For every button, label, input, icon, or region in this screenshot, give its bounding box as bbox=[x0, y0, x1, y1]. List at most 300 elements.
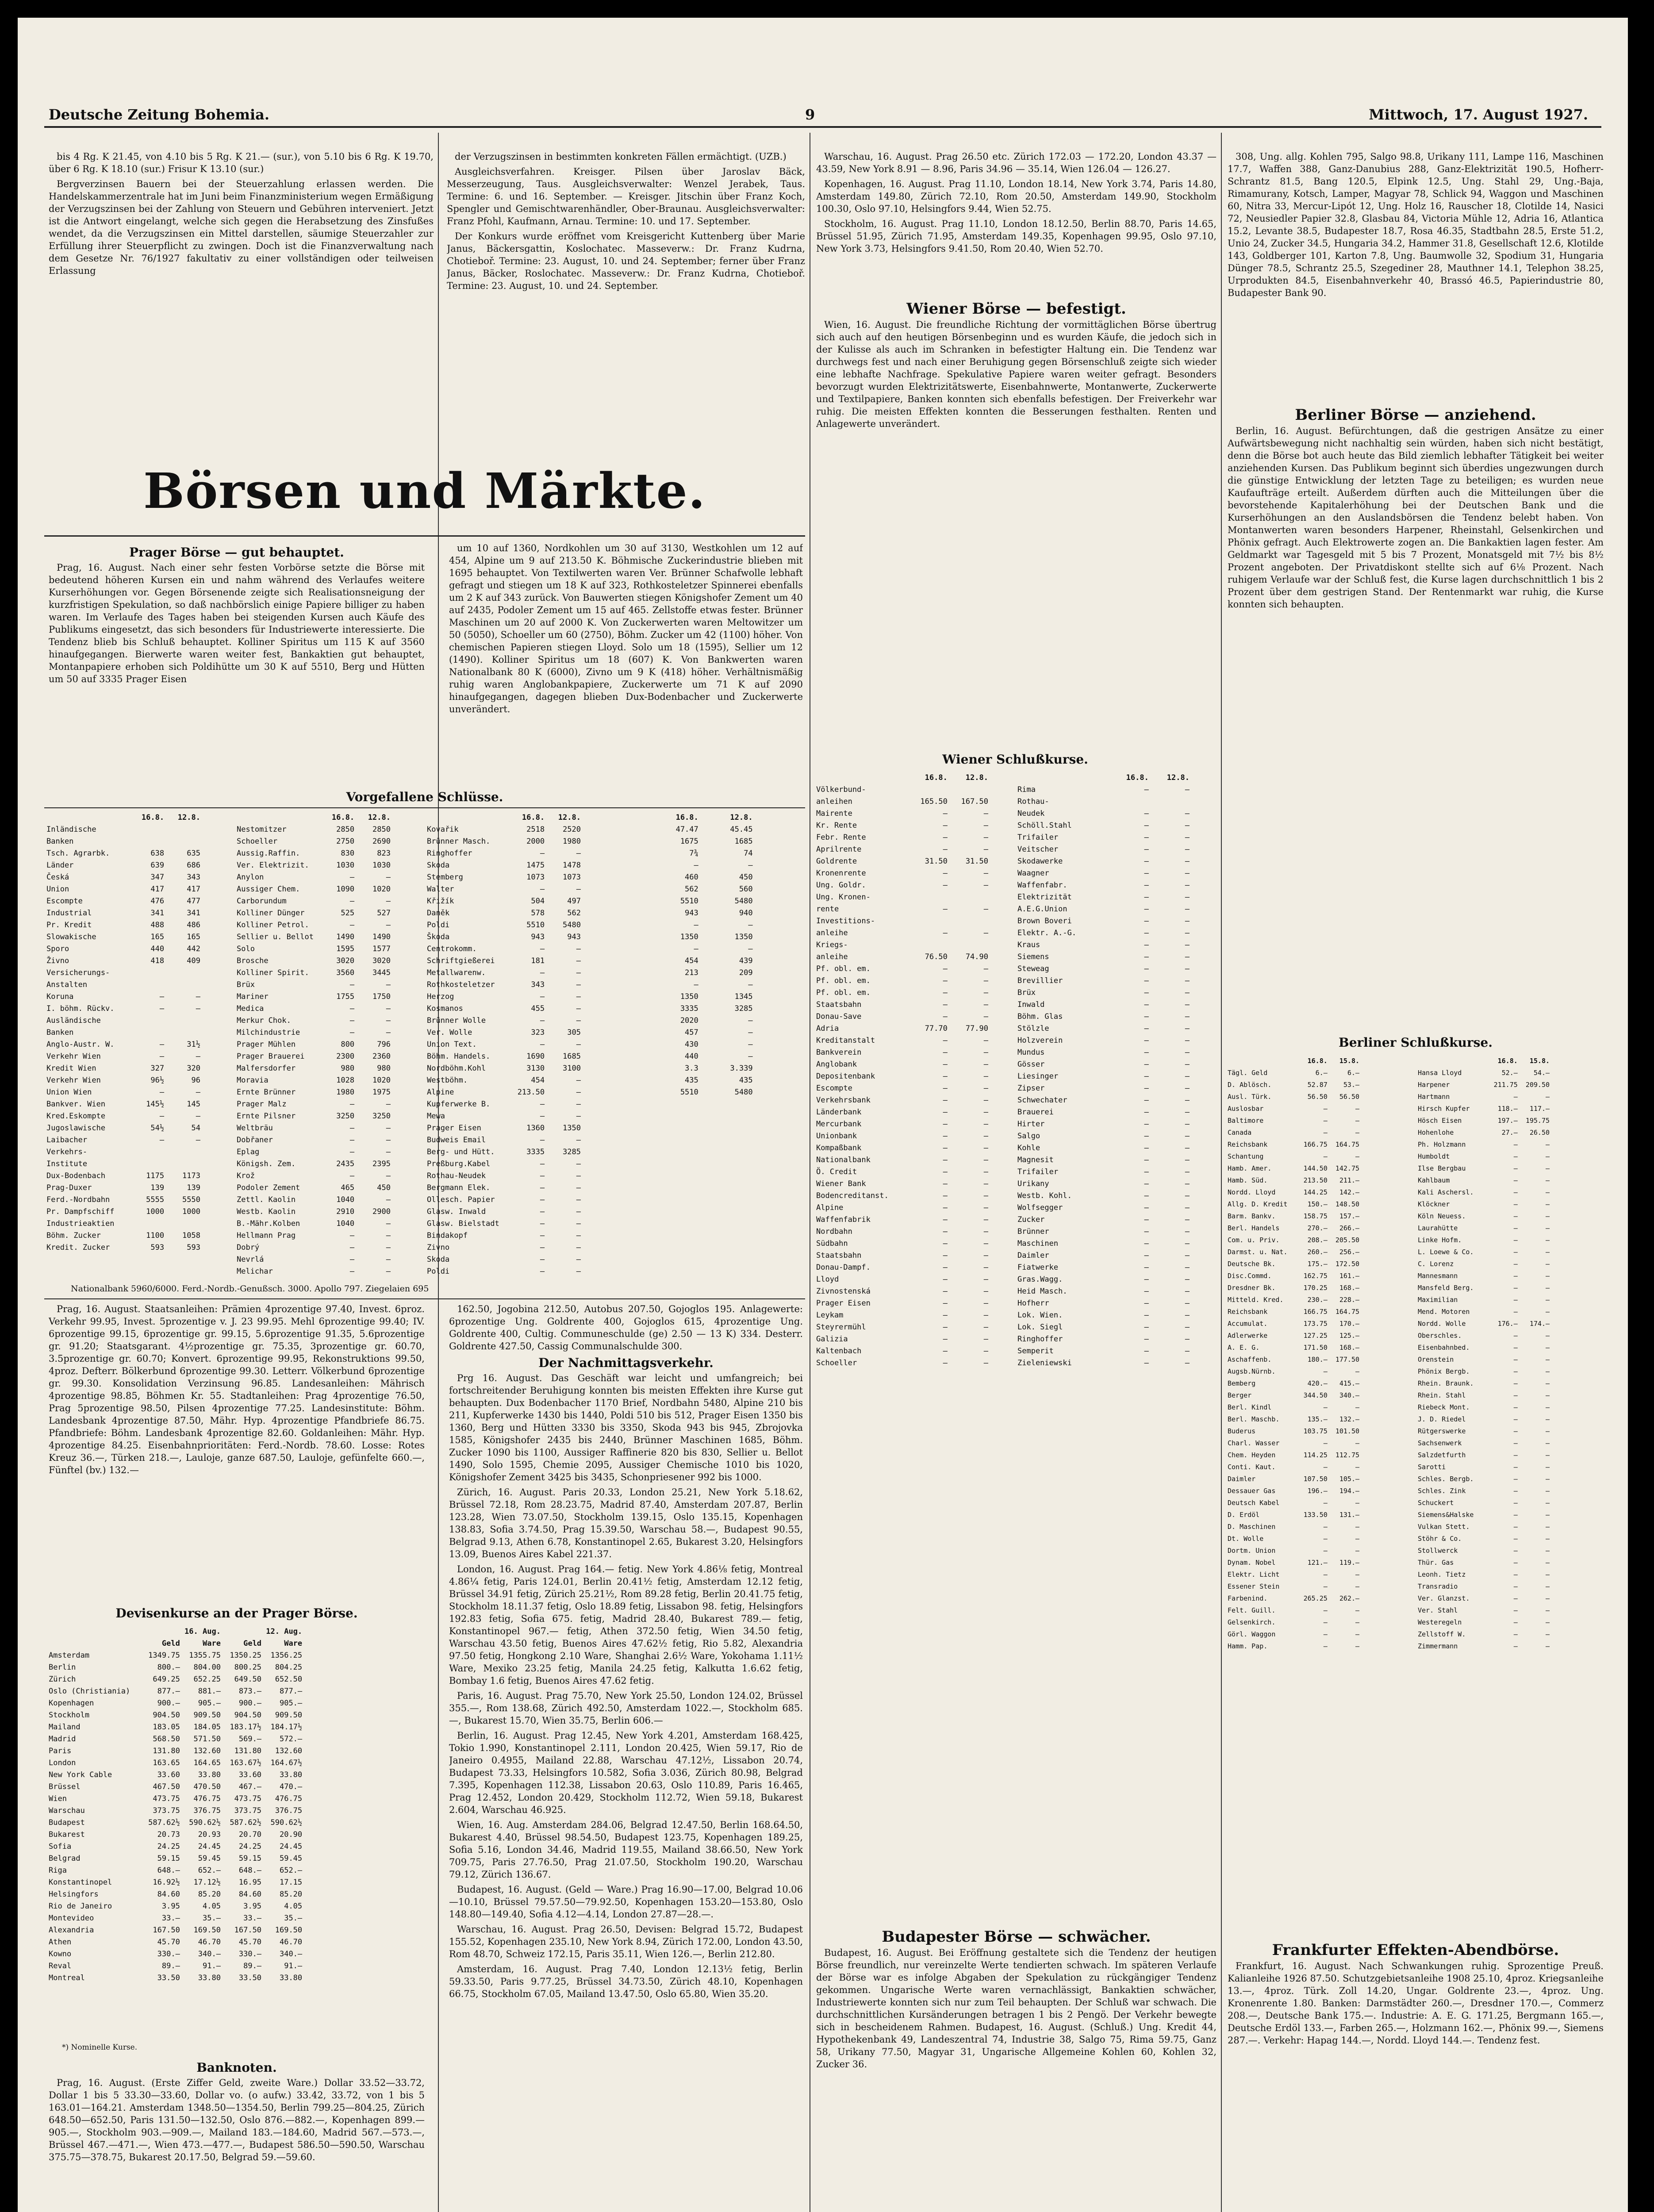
table-row: Kolliner Petrol. — — bbox=[237, 921, 391, 929]
table-row: Živno 418 409 bbox=[46, 956, 200, 965]
table-row: Preßburg.Kabel — — bbox=[427, 1160, 581, 1168]
table-row: Daněk 578 562 bbox=[427, 909, 581, 918]
table-row: Brevillier — — bbox=[1017, 976, 1190, 985]
table-row: Nevrlá — — bbox=[237, 1255, 391, 1264]
paragraph: Prag, 16. August. Staatsanleihen: Prämien 4prozentige 97.40, Invest. 6proz. Verkehr 99.95, Invest. 5prozentige v. J. 23 99.95. Mehl 6prozentige 99.40; IV. 6prozentige 99.15, 6prozentige gr. 99.15, 5.6prozentige 91.35, 5.6prozentige gr. 91.20; Staatsgarant. 4½prozentige gr. 75.35, 3prozentige gr. 60.70, 3.5prozentige gr. 60.70; Konvert. 6prozentige 99.95, Rekonstruktions 99.50, 4proz. Defterr. Bölkerbund 6prozentige 99.30. Letterr. Völkerbund 6prozentige gr. 99.30. Konsolidation Verzinsung 96.85. Landesanleihen: Mährisch 4prozentige 98.85, Böhmen Kr. 55. Stadtanleihen: Prag 4prozentige 76.50, Prag 5prozentige 98.50, Pilsen 4prozentige 77.25. Landesinstitute: Böhm. Landesbank 4prozentige 87.50, Mähr. Hyp. 4prozentige Pfandbriefe 86.75. Pfandbriefe: Böhm. Landesbank 4prozentige 82.60. Goldanleihen: Mähr. Hyp. 4prozentige 84.25. Eisenbahnprioritäten: Ferd.-Nordb. 78.60. Losse: Rotes Kreuz 36.—, Türken 218.—, Lauloje, ganze 687.50, Lauloje, gefünfelte 660.—, Fünftel (bv.) 132.— bbox=[49, 1304, 425, 1475]
devisen-table bbox=[49, 1626, 429, 2042]
table-row: Industrial 341 341 bbox=[46, 909, 200, 918]
paragraph: Paris, 16. August. Prag 75.70, New York 25.50, London 124.02, Brüssel 355.—, Rom 138.68, Zürich 492.50, Amsterdam 1022.—, Stockholm 685.—, Bukarest 15.70, Wien 35.75, Berlin 606.— bbox=[449, 1690, 803, 1726]
table-row: Dobřaner — — bbox=[237, 1136, 391, 1144]
table-row: Chem. Heyden 114.25 112.75 bbox=[1228, 1451, 1360, 1459]
table-row: Oslo (Christiania) 877.— 881.— 873.— 877.— bbox=[49, 1687, 303, 1696]
table-row: Aschaffenb. 180.— 177.50 bbox=[1228, 1356, 1360, 1363]
table-row: Weltbräu — — bbox=[237, 1124, 391, 1133]
table-row: Rhein. Stahl — — bbox=[1418, 1391, 1550, 1399]
table-row: Wolfsegger — — bbox=[1017, 1203, 1190, 1212]
wiener-article bbox=[816, 296, 1217, 748]
table-row: Verkehrs- bbox=[46, 1148, 200, 1156]
table-row: Česká 347 343 bbox=[46, 873, 200, 882]
table-row: Moravia 1028 1020 bbox=[237, 1076, 391, 1085]
table-row: Berlin 800.— 804.00 800.25 804.25 bbox=[49, 1663, 303, 1672]
table-row: Centrokomm. — — bbox=[427, 945, 581, 953]
table-row: A.E.G.Union — — bbox=[1017, 905, 1190, 914]
table-row: Königsh. Zem. 2435 2395 bbox=[237, 1160, 391, 1168]
table-row: Brüx — — bbox=[1017, 988, 1190, 997]
column-3-top bbox=[816, 150, 1217, 292]
table-row: Hamm. Pap. — — bbox=[1228, 1642, 1360, 1650]
table-row: 1675 1685 bbox=[626, 837, 753, 846]
table-row: 943 940 bbox=[626, 909, 753, 918]
table-row: Alpine 213.50 — bbox=[427, 1088, 581, 1097]
vorgefallene-table-a bbox=[46, 812, 232, 1254]
table-row: Stockholm 904.50 909.50 904.50 909.50 bbox=[49, 1711, 303, 1720]
table-row: Milchindustrie — — bbox=[237, 1028, 391, 1037]
table-row: Elektrizität — — bbox=[1017, 893, 1190, 902]
table-row: Westb. Kohl. — — bbox=[1017, 1191, 1190, 1200]
table-row: Harpener 211.75 209.50 bbox=[1418, 1081, 1550, 1089]
table-row: Herzog — — bbox=[427, 992, 581, 1001]
table-row: Staatsbahn — — bbox=[816, 1000, 988, 1009]
table-row: Podoler Zement 465 450 bbox=[237, 1183, 391, 1192]
table-row: 460 450 bbox=[626, 873, 753, 882]
table-row: Melichar — — bbox=[237, 1267, 391, 1276]
table-row: Institute bbox=[46, 1160, 200, 1168]
paragraph: 162.50, Jogobina 212.50, Autobus 207.50, Gojoglos 195. Anlagewerte: 6prozentige Ung. Goldrente 400, Gojoglos 615, 4prozentige Ung. Goldrente 400, Cultig. Communeschulde (ge) 2.50 — 13 K) 334. Desterr. Goldrente 427.50, Cassig Communalschulde 300. bbox=[449, 1304, 803, 1352]
prager-article-left bbox=[49, 542, 425, 790]
table-row: Anstalten bbox=[46, 980, 200, 989]
table-row: Kolliner Spirit. 3560 3445 bbox=[237, 968, 391, 977]
table-row: Glasw. Inwald — — bbox=[427, 1207, 581, 1216]
table-row: Anylon — — bbox=[237, 873, 391, 882]
table-row: Staatsbahn — — bbox=[816, 1251, 988, 1260]
table-row: Humboldt — — bbox=[1418, 1152, 1550, 1160]
paragraph: 308, Ung. allg. Kohlen 795, Salgo 98.8, Urikany 111, Lampe 116, Maschinen 17.7, Waffen 388, Ganz-Danubius 288, Ganz-Elektrizität 190.5, Hofherr-Schrantz 81.5, Bang 120.5, Elpink 12.5, Ung. Stahl 29, Ung.-Baja, Rimamurany, Kotsch, Lamper, Magyar 78, Schlick 94, Waggon und Maschinen 60, Nitra 33, Mercur-Lipót 12, Ung. Holz 16, Rauscher 18, Clotilde 14, Nasici 72, Neusiedler Papier 32.8, Glasbau 84, Victoria Mühle 12, Adria 16, Atlantica 15.2, Levante 38.5, Budapester 18.7, Rosa 46.35, Stadtbahn 28.5, Erste 51.2, Unio 24, Zucker 34.5, Hungaria 34.2, Hammer 31.8, Gesellschaft 12.6, Klotilde 143, Goldberger 101, Karton 7.8, Ung. Baumwolle 32, Spodium 31, Hungaria Dünger 78.5, Schrantz 25.5, Szegediner 28, Mauthner 14.1, Telephon 38.25, Urprodukten 84.5, Eisenbahnverkehr 40, Brassó 46.5, Papierindustrie 80, Budapester Bank 90. bbox=[1228, 151, 1604, 298]
table-row: Brauerei — — bbox=[1017, 1108, 1190, 1117]
table-row: Reichsbank 166.75 164.75 bbox=[1228, 1141, 1360, 1148]
table-row: Kompaßbank — — bbox=[816, 1144, 988, 1152]
table-row: Donau-Dampf. — — bbox=[816, 1263, 988, 1272]
table-row: Kali Aschersl. — — bbox=[1418, 1188, 1550, 1196]
table-row: Orenstein — — bbox=[1418, 1356, 1550, 1363]
table-row: Zivno — — bbox=[427, 1243, 581, 1252]
table-row: Montreal 33.50 33.80 33.50 33.80 bbox=[49, 1974, 303, 1982]
table-row: Eisenbahnbed. — — bbox=[1418, 1344, 1550, 1352]
table-row: Klöckner — — bbox=[1418, 1200, 1550, 1208]
table-row: Siemens — — bbox=[1017, 952, 1190, 961]
table-row: Madrid 568.50 571.50 569.— 572.— bbox=[49, 1735, 303, 1743]
paragraph: Ausgleichsverfahren. Kreisger. Pilsen über Jaroslav Bäck, Messerzeugung, Taus. Ausgleichsverwalter: Wenzel Jerabek, Taus. Termine: 6. und 16. September. — Kreisger. Jitschin über Franz Koch, Spengler und Gemischtwarenhändler, Ober-Braunau. Ausgleichsverwalter: Franz Pfohl, Kaufmann, Arnau. Termine: 10. und 17. September. bbox=[447, 166, 805, 227]
table-row: Inwald — — bbox=[1017, 1000, 1190, 1009]
table-row: Augsb.Nürnb. — — bbox=[1228, 1367, 1360, 1375]
table-row: Phönix Bergb. — — bbox=[1418, 1367, 1550, 1375]
table-row: Schriftgießerei 181 — bbox=[427, 956, 581, 965]
table-row: Hirsch Kupfer 118.— 117.— bbox=[1418, 1105, 1550, 1113]
vorgefallene-footer: Nationalbank 5960/6000. Ferd.-Nordb.-Genußsch. 3000. Apollo 797. Ziegelaien 695 bbox=[71, 1284, 429, 1294]
table-row: Schuckert — — bbox=[1418, 1499, 1550, 1507]
table-row: Jugoslawische 54½ 54 bbox=[46, 1124, 200, 1133]
table-row: Alpine — — bbox=[816, 1203, 988, 1212]
vorgefallene-table-b bbox=[237, 812, 422, 1281]
wiener-heading: Wiener Börse — befestigt. bbox=[906, 300, 1126, 318]
table-row: Riga 648.— 652.— 648.— 652.— bbox=[49, 1866, 303, 1875]
table-row: Köln Neuess. — — bbox=[1418, 1212, 1550, 1220]
table-row: Brüssel 467.50 470.50 467.— 470.— bbox=[49, 1782, 303, 1791]
table-row: Gras.Wagg. — — bbox=[1017, 1275, 1190, 1284]
table-row: Schoeller 2750 2690 bbox=[237, 837, 391, 846]
table-row: Kredit. Zucker 593 593 bbox=[46, 1243, 200, 1252]
table-row: Kopenhagen 900.— 905.— 900.— 905.— bbox=[49, 1699, 303, 1708]
table-row: Dessauer Gas 196.— 194.— bbox=[1228, 1487, 1360, 1495]
table-row: Com. u. Priv. 208.— 205.50 bbox=[1228, 1236, 1360, 1244]
table-row: Kaltenbach — — bbox=[816, 1347, 988, 1356]
newspaper-page bbox=[18, 18, 1628, 2212]
table-row: Tägl. Geld 6.— 6.— bbox=[1228, 1069, 1360, 1077]
table-row: Konstantinopel 16.92½ 17.12½ 16.95 17.15 bbox=[49, 1878, 303, 1887]
table-row: Verkehrsbank — — bbox=[816, 1096, 988, 1105]
table-header: 16.8. 12.8. bbox=[237, 813, 391, 822]
table-row: Pr. Dampfschiff 1000 1000 bbox=[46, 1207, 200, 1216]
table-row: Mairente — — bbox=[816, 809, 988, 818]
table-row: Conti. Kaut. — — bbox=[1228, 1463, 1360, 1471]
devisen-title: Devisenkurse an der Prager Börse. bbox=[115, 1606, 358, 1621]
table-row: Berl. Kindl — — bbox=[1228, 1403, 1360, 1411]
table-row: Budapest 587.62½ 590.62½ 587.62½ 590.62½ bbox=[49, 1818, 303, 1827]
table-row: Pf. obl. em. — — bbox=[816, 964, 988, 973]
table-row: 2020 — bbox=[626, 1016, 753, 1025]
table-row: Union 417 417 bbox=[46, 885, 200, 894]
column-2-lower bbox=[449, 1303, 803, 2212]
table-row: 454 439 bbox=[626, 956, 753, 965]
table-row: Ringhoffer — — bbox=[427, 849, 581, 858]
berliner-heading: Berliner Börse — anziehend. bbox=[1295, 406, 1536, 424]
table-row: Zucker — — bbox=[1017, 1215, 1190, 1224]
table-row: Škoda 943 943 bbox=[427, 933, 581, 941]
table-row: Nordd. Wolle 176.— 174.— bbox=[1418, 1320, 1550, 1328]
table-row: Kred.Eskompte — — bbox=[46, 1112, 200, 1121]
table-row: Brosche 3020 3020 bbox=[237, 956, 391, 965]
table-row: Linke Hofm. — — bbox=[1418, 1236, 1550, 1244]
table-row: Koruna — — bbox=[46, 992, 200, 1001]
table-row: L. Loewe & Co. — — bbox=[1418, 1248, 1550, 1256]
paragraph: Warschau, 16. August. Prag 26.50, Devisen: Belgrad 15.72, Budapest 155.52, Kopenhagen 235.10, New York 8.94, Zürich 172.00, London 43.50, Rom 48.70, Schweiz 172.15, Paris 35.11, Wien 126.—, Berlin 212.80. bbox=[449, 1924, 803, 1959]
paragraph: Zürich, 16. August. Paris 20.33, London 25.21, New York 5.18.62, Brüssel 72.18, Rom 28.23.75, Madrid 87.40, Amsterdam 207.87, Berlin 123.28, Wien 73.07.50, Stockholm 139.15, Oslo 135.15, Kopenhagen 138.83, Sofia 3.74.50, Prag 15.39.50, Warschau 58.—, Budapest 90.55, Belgrad 9.13, Athen 6.78, Konstantinopel 2.65, Bukarest 3.20, Helsingfors 13.09, Buenos Aires Kabel 221.37. bbox=[449, 1487, 803, 1559]
column-4-top bbox=[1228, 150, 1604, 398]
table-row: Steyrermühl — — bbox=[816, 1323, 988, 1332]
table-row: Investitions- bbox=[816, 917, 988, 926]
table-row: A. E. G. 171.50 168.— bbox=[1228, 1344, 1360, 1352]
table-row: Budweis Email — — bbox=[427, 1136, 581, 1144]
table-row: 47.47 45.45 bbox=[626, 825, 753, 834]
table-row: Wiener Bank — — bbox=[816, 1179, 988, 1188]
table-row: Dynam. Nobel 121.— 119.— bbox=[1228, 1559, 1360, 1567]
table-header: 16.8. 12.8. bbox=[427, 813, 581, 822]
table-header: 16.8. 12.8. bbox=[626, 813, 753, 822]
table-row: Alexandria 167.50 169.50 167.50 169.50 bbox=[49, 1926, 303, 1935]
paragraph: Der Konkurs wurde eröffnet vom Kreisgericht Kuttenberg über Marie Janus, Bäckersgattin, Koslochatec. Masseverw.: Dr. Franz Kudrna, Chotieboř. Termine: 23. August, 10. und 24. September; ferner über Franz Janus, Bäcker, Roslochatec. Masseverw.: Dr. Franz Kudrna, Chotieboř. Termine: 23. August, 10. und 24. September. bbox=[447, 231, 805, 291]
table-row: Malfersdorfer 980 980 bbox=[237, 1064, 391, 1073]
table-row: Ernte Pilsner 3250 3250 bbox=[237, 1112, 391, 1121]
table-row: Reichsbank 166.75 164.75 bbox=[1228, 1308, 1360, 1316]
table-row: 435 435 bbox=[626, 1076, 753, 1085]
table-header: 16.8. 12.8. bbox=[46, 813, 200, 822]
table-row: Bemberg 420.— 415.— bbox=[1228, 1379, 1360, 1387]
table-row: Montevideo 33.— 35.— 33.— 35.— bbox=[49, 1914, 303, 1923]
table-row: Brünner Wolle — — bbox=[427, 1016, 581, 1025]
table-row: Mariner 1755 1750 bbox=[237, 992, 391, 1001]
table-row: Deutsche Bk. 175.— 172.50 bbox=[1228, 1260, 1360, 1268]
table-row: Rothkosteletzer 343 — bbox=[427, 980, 581, 989]
table-row: Aprilrente — — bbox=[816, 845, 988, 854]
table-row: B.-Mähr.Kolben 1040 — bbox=[237, 1219, 391, 1228]
table-row: Canada — — bbox=[1228, 1129, 1360, 1137]
table-row: Deutsch Kabel — — bbox=[1228, 1499, 1360, 1507]
table-row: Maschinen — — bbox=[1017, 1239, 1190, 1248]
title-rule bbox=[44, 535, 805, 537]
table-row: 457 — bbox=[626, 1028, 753, 1037]
table-header: 16. Aug. 12. Aug. bbox=[49, 1627, 303, 1636]
table-row: Verkehr Wien 96½ 96 bbox=[46, 1076, 200, 1085]
table-row: Kredit Wien 327 320 bbox=[46, 1064, 200, 1073]
table-row: Leykam — — bbox=[816, 1311, 988, 1320]
table-row: Neudek — — bbox=[1017, 809, 1190, 818]
table-row: Lok. Wien. — — bbox=[1017, 1311, 1190, 1320]
column-2-top bbox=[447, 150, 805, 398]
table-row: Ferd.-Nordbahn 5555 5550 bbox=[46, 1195, 200, 1204]
table-row: Ringhoffer — — bbox=[1017, 1335, 1190, 1344]
wiener-schluss-title: Wiener Schlußkurse. bbox=[942, 752, 1088, 767]
table-row: Rhein. Braunk. — — bbox=[1418, 1379, 1550, 1387]
nachmittag-title: Der Nachmittagsverkehr. bbox=[538, 1356, 714, 1370]
table-row: Fiatwerke — — bbox=[1017, 1263, 1190, 1272]
table-row: Siemens&Halske — — bbox=[1418, 1511, 1550, 1519]
table-row: Carborundum — — bbox=[237, 897, 391, 906]
table-row: Heid Masch. — — bbox=[1017, 1287, 1190, 1296]
table-row: Zivnostenská — — bbox=[816, 1287, 988, 1296]
table-row: Trifailer — — bbox=[1017, 833, 1190, 842]
table-row: Amsterdam 1349.75 1355.75 1350.25 1356.25 bbox=[49, 1651, 303, 1660]
table-row: Schles. Zink — — bbox=[1418, 1487, 1550, 1495]
paragraph: Amsterdam, 16. August. Prag 7.40, London 12.13½ fetig, Berlin 59.33.50, Paris 9.77.25, Brüssel 34.73.50, Zürich 48.10, Kopenhagen 66.75, Stockholm 67.05, Mailand 13.47.50, Oslo 65.80, Wien 35.20. bbox=[449, 1964, 803, 1999]
table-row: Schoeller — — bbox=[816, 1359, 988, 1367]
table-row: Sofia 24.25 24.45 24.25 24.45 bbox=[49, 1842, 303, 1851]
table-row: Bankverein — — bbox=[816, 1048, 988, 1057]
table-row: anleihe — — bbox=[816, 929, 988, 937]
table-row: Galizia — — bbox=[816, 1335, 988, 1344]
paragraph: der Verzugszinsen in bestimmten konkreten Fällen ermächtigt. (UZB.) bbox=[455, 151, 787, 162]
table-row: Urikany — — bbox=[1017, 1179, 1190, 1188]
table-row: Steweag — — bbox=[1017, 964, 1190, 973]
paragraph: Berlin, 16. August. Prag 12.45, New York 4.201, Amsterdam 168.425, Tokio 1.990, Konstantinopel 2.111, London 20.425, Wien 59.17, Rio de Janeiro 0.4955, Mailand 22.88, Warschau 47.12½, Lissabon 20.74, Budapest 73.33, Helsingfors 10.582, Sofia 3.036, Zürich 80.98, Belgrad 7.395, Kopenhagen 112.38, Lissabon 20.63, Oslo 110.89, Paris 16.465, Prag 12.452, London 20.429, Stockholm 112.72, Wien 59.18, Bukarest 2.604, Warschau 46.925. bbox=[449, 1730, 803, 1815]
table-row: Brown Boveri — — bbox=[1017, 917, 1190, 926]
table-row: Mend. Motoren — — bbox=[1418, 1308, 1550, 1316]
table-row: rente — — bbox=[816, 905, 988, 914]
table-row: Glasw. Bielstadt — — bbox=[427, 1219, 581, 1228]
table-row: Ilse Bergbau — — bbox=[1418, 1164, 1550, 1172]
paragraph: um 10 auf 1360, Nordkohlen um 30 auf 3130, Westkohlen um 12 auf 454, Alpine um 9 auf 213.50 K. Böhmische Zuckerindustrie blieben mit 1695 behauptet. Von Textilwerten waren Ver. Brünner Schafwolle lebhaft gefragt und stiegen um 18 K auf 323, Rothkosteletzer Spinnerei ebenfalls um 2 K auf 343 zurück. Von Bauwerten stiegen Königshofer Zement um 40 auf 2435, Podoler Zement um 15 auf 465. Zellstoffe etwas fester. Brünner Maschinen um 20 auf 2000 K. Von Zuckerwerten waren Meltowitzer um 50 (5050), Schoeller um 60 (2750), Böhm. Zucker um 42 (1100) höher. Von chemischen Papieren stiegen Lloyd. Solo um 18 (1595), Sellier um 12 (1490). Kolliner Spiritus um 18 (607) K. Von Bankwerten waren Nationalbank 80 K (6000), Zivno um 9 K (418) höher. Verhältnismäßig ruhig waren Anglobankpapiere, Zuckerwerte um 71 K auf 2090 hinaufgegangen, dagegen blieben Dux-Bodenbacher und Zuckerwerte unverändert. bbox=[449, 543, 803, 714]
paragraph: Kopenhagen, 16. August. Prag 11.10, London 18.14, New York 3.74, Paris 14.80, Amsterdam 149.80, Zürich 72.10, Rom 20.50, Amsterdam 149.90, Stockholm 100.30, Oslo 97.10, Helsingfors 9.44, Wien 52.75. bbox=[816, 179, 1217, 214]
table-row: 3335 3285 bbox=[626, 1004, 753, 1013]
table-row: Hellmann Prag — — bbox=[237, 1231, 391, 1240]
table-row: Prager Eisen — — bbox=[816, 1299, 988, 1308]
table-row: Dt. Wolle — — bbox=[1228, 1535, 1360, 1543]
table-row: Transradio — — bbox=[1418, 1582, 1550, 1590]
paragraph: London, 16. August. Prag 164.— fetig. New York 4.86⅛ fetig, Montreal 4.86¼ fetig, Paris 124.01, Berlin 20.41½ fetig, Amsterdam 12.12 fetig, Brüssel 34.91 fetig, Zürich 25.21½, Rom 89.28 fetig, Berlin 20.41.75 fetig, Stockholm 18.11.37 fetig, Oslo 18.89 fetig, Lissabon 98. fetig, Helsingfors 192.83 fetig, Sofia 675. fetig, Madrid 28.40, Bukarest 789.— fetig, Konstantinopel 967.— fetig, Athen 372.50 fetig, Wien 34.50 fetig, Warschau 43.50 fetig, Buenos Aires 47.62½ fetig, Rio 5.82, Alexandria 97.50 fetig, Hongkong 2.10 Ware, Shanghai 2.6½ Ware, Yokohama 1.11½ Ware, Mexiko 23.25 fetig, Manila 24.25 fetig, Kalkutta 1.6.62 fetig, Bombay 1.6 fetig, Buenos Aires 47.62 fetig. bbox=[449, 1564, 803, 1686]
paragraph: Budapest, 16. August. Bei Eröffnung gestaltete sich die Tendenz der heutigen Börse freundlich, nur vereinzelte Werte tendierten schwach. Im späteren Verlaufe der Börse war es infolge Abgaben der Spekulation zu rückgängiger Tendenz gekommen. Ungarische Werte waren vernachlässigt, Bankaktien schwächer, Industriewerte konnten sich nur zum Teil behaupten. Der Schluß war schwach. Die durchschnittlichen Kursänderungen betragen 1 bis 2 Pengö. Der Verkehr bewegte sich in bescheidenem Rahmen. Budapest, 16. August. (Schluß.) Ung. Kredit 44, Hypothekenbank 49, Landeszentral 74, Industrie 38, Salgo 75, Rima 59.75, Ganz 58, Urikany 77.50, Magyar 31, Ungarische Allgemeine Kohlen 60, Kohlen 32, Zucker 36. bbox=[816, 1947, 1217, 2070]
table-row: Dortm. Union — — bbox=[1228, 1547, 1360, 1555]
table-row: Sachsenwerk — — bbox=[1418, 1439, 1550, 1447]
table-row: Waffenfabrik — — bbox=[816, 1215, 988, 1224]
table-row: Mannesmann — — bbox=[1418, 1272, 1550, 1280]
table-row: 5510 5480 bbox=[626, 897, 753, 906]
berliner-article bbox=[1228, 403, 1604, 1035]
table-row: Rütgerswerke — — bbox=[1418, 1427, 1550, 1435]
table-row: Banken bbox=[46, 837, 200, 846]
table-row: Brüx — — bbox=[237, 980, 391, 989]
table-row: Prag-Duxer 139 139 bbox=[46, 1183, 200, 1192]
table-row: Schwechater — — bbox=[1017, 1096, 1190, 1105]
table-row: Ver. Elektrizit. 1030 1030 bbox=[237, 861, 391, 870]
header-left: Deutsche Zeitung Bohemia. bbox=[49, 106, 270, 123]
table-row: Pr. Kredit 488 486 bbox=[46, 921, 200, 929]
table-row: Walter — — bbox=[427, 885, 581, 894]
table-row: 3.3 3.339 bbox=[626, 1064, 753, 1073]
berliner-schluss-title: Berliner Schlußkurse. bbox=[1339, 1035, 1493, 1050]
paragraph: Prg 16. August. Das Geschäft war leicht und umfangreich; bei fortschreitender Beruhigung konnten bis meisten Effekten ihre Kurse gut behaupten. Dux Bodenbacher 1170 Brief, Nordbahn 5480, Alpine 210 bis 211, Kupferwerke 1430 bis 1440, Poldi 510 bis 512, Prager Eisen 1350 bis 1360, Berg und Hütten 3330 bis 3350, Skoda 943 bis 945, Zbrojovka 1585, Königshofer 2435 bis 2440, Brünner Maschinen 1685, Böhm. Zucker 1090 bis 1100, Aussiger Raffinerie 820 bis 830, Sellier u. Bellot 1490, Solo 1595, Chemie 2095, Aussiger Chemische 1010 bis 1020, Königshofer Zement 3425 bis 3435, Schonpriesener 992 bis 1000. bbox=[449, 1373, 803, 1482]
table-row: Hamb. Amer. 144.50 142.75 bbox=[1228, 1164, 1360, 1172]
table-row: Essener Stein — — bbox=[1228, 1582, 1360, 1590]
table-row: London 163.65 164.65 163.67½ 164.67½ bbox=[49, 1759, 303, 1767]
table-row: Farbenind. 265.25 262.— bbox=[1228, 1594, 1360, 1602]
table-row: Böhm. Glas — — bbox=[1017, 1012, 1190, 1021]
staatsanleihen-article bbox=[49, 1303, 425, 1595]
table-header: 16.8. 15.8. bbox=[1228, 1057, 1360, 1065]
table-row: Ph. Holzmann — — bbox=[1418, 1141, 1550, 1148]
paragraph: Bergverzinsen Bauern bei der Steuerzahlung erlassen werden. Die Handelskammerzentrale hat im Juni beim Finanzministerium wegen Ermäßigung der Verzugszinsen bei der Zahlung von Steuern und Gebühren interveniert. Jetzt ist die Antwort eingelangt, welche sich gegen die Herabsetzung des Zinsfußes wendet, da die Verzugszinsen ein Mittel darstellen, säumige Steuerzahler zur Erfüllung ihrer Steuerpflicht zu zwingen. Doch ist die Finanzverwaltung nach dem Gesetze Nr. 76/1927 fakultativ zu einer vollständigen oder teilweisen Erlassung bbox=[49, 179, 434, 276]
table-row: Aussiger Chem. 1090 1020 bbox=[237, 885, 391, 894]
table-row: Nationalbank — — bbox=[816, 1156, 988, 1164]
table-row: Westböhm. 454 — bbox=[427, 1076, 581, 1085]
table-row: New York Cable 33.60 33.80 33.60 33.80 bbox=[49, 1770, 303, 1779]
table-row: Medica — — bbox=[237, 1004, 391, 1013]
table-row: C. Lorenz — — bbox=[1418, 1260, 1550, 1268]
paragraph: Budapest, 16. August. (Geld — Ware.) Prag 16.90—17.00, Belgrad 10.06—10.10, Brüssel 79.57.50—79.92.50, Kopenhagen 153.20—153.80, Oslo 148.80—149.40, Sofia 4.12—4.14, London 27.87—28.—. bbox=[449, 1884, 803, 1920]
table-row: Poldi 5510 5480 bbox=[427, 921, 581, 929]
table-row: Rio de Janeiro 3.95 4.05 3.95 4.05 bbox=[49, 1902, 303, 1911]
table-row: D. Erdöl 133.50 131.— bbox=[1228, 1511, 1360, 1519]
table-row: 430 — bbox=[626, 1040, 753, 1049]
table-row: Skoda 1475 1478 bbox=[427, 861, 581, 870]
table-row: Kraus — — bbox=[1017, 941, 1190, 949]
table-row: Brünner Masch. 2000 1980 bbox=[427, 837, 581, 846]
table-row: 562 560 bbox=[626, 885, 753, 894]
table-row: Baltimore — — bbox=[1228, 1117, 1360, 1125]
table-row: Allg. D. Kredit 150.— 148.50 bbox=[1228, 1200, 1360, 1208]
banknoten-article bbox=[49, 2057, 425, 2208]
prager-article-right bbox=[449, 542, 803, 790]
table-row: Laurahütte — — bbox=[1418, 1224, 1550, 1232]
table-row: Sellier u. Bellot 1490 1490 bbox=[237, 933, 391, 941]
table-row: Anglo-Austr. W. — 31½ bbox=[46, 1040, 200, 1049]
table-row: Bodencreditanst. — — bbox=[816, 1191, 988, 1200]
table-row: Slowakische 165 165 bbox=[46, 933, 200, 941]
table-row: Reval 89.— 91.— 89.— 91.— bbox=[49, 1962, 303, 1970]
table-row: Kreditanstalt — — bbox=[816, 1036, 988, 1045]
table-row: Aussig.Raffin. 830 823 bbox=[237, 849, 391, 858]
table-row: Stölzle — — bbox=[1017, 1024, 1190, 1033]
table-row: Böhm. Zucker 1100 1058 bbox=[46, 1231, 200, 1240]
paragraph: Wien, 16. Aug. Amsterdam 284.06, Belgrad 12.47.50, Berlin 168.64.50, Bukarest 4.40, Brüssel 98.54.50, Budapest 123.75, Kopenhagen 189.25, Sofia 5.16, London 34.46, Madrid 119.55, Mailand 38.66.50, New York 709.75, Paris 27.76.50, Prag 21.07.50, Stockholm 190.20, Warschau 79.12, Zürich 136.67. bbox=[449, 1820, 803, 1880]
table-row: 213 209 bbox=[626, 968, 753, 977]
table-row: Westb. Kaolin 2910 2900 bbox=[237, 1207, 391, 1216]
table-row: Mundus — — bbox=[1017, 1048, 1190, 1057]
table-row: Solo 1595 1577 bbox=[237, 945, 391, 953]
table-row: Ver. Stahl — — bbox=[1418, 1606, 1550, 1614]
table-row: Veitscher — — bbox=[1017, 845, 1190, 854]
table-row: Holzverein — — bbox=[1017, 1036, 1190, 1045]
table-row: Zieleniewski — — bbox=[1017, 1359, 1190, 1367]
table-row: Mewa — — bbox=[427, 1112, 581, 1121]
table-row: Prager Eisen 1360 1350 bbox=[427, 1124, 581, 1133]
table-row: Barm. Bankv. 158.75 157.— bbox=[1228, 1212, 1360, 1220]
column-1-top bbox=[49, 150, 434, 460]
table-row: Gelsenkirch. — — bbox=[1228, 1618, 1360, 1626]
budapester-heading: Budapester Börse — schwächer. bbox=[882, 1928, 1151, 1946]
table-row: Görl. Waggon — — bbox=[1228, 1630, 1360, 1638]
table-row: Bindakopf — — bbox=[427, 1231, 581, 1240]
table-row: Ausl. Türk. 56.50 56.50 bbox=[1228, 1093, 1360, 1101]
table-row: Anglobank — — bbox=[816, 1060, 988, 1069]
table-row: Dux-Bodenbach 1175 1173 bbox=[46, 1171, 200, 1180]
table-row: Adlerwerke 127.25 125.— bbox=[1228, 1332, 1360, 1340]
table-row: Stemberg 1073 1073 bbox=[427, 873, 581, 882]
table-row: Darmst. u. Nat. 260.— 256.— bbox=[1228, 1248, 1360, 1256]
table-row: Lloyd — — bbox=[816, 1275, 988, 1284]
table-header: 16.8. 12.8. bbox=[1017, 773, 1190, 782]
table-row: Felt. Guill. — — bbox=[1228, 1606, 1360, 1614]
paragraph: Stockholm, 16. August. Prag 11.10, London 18.12.50, Berlin 88.70, Paris 14.65, Brüssel 51.95, Zürich 71.95, Amsterdam 149.35, Kopenhagen 99.95, Oslo 97.10, New York 3.73, Helsingfors 9.41.50, Rom 20.40, Wien 52.70. bbox=[816, 219, 1217, 254]
vorgefallene-title: Vorgefallene Schlüsse. bbox=[346, 790, 503, 804]
table-row: 440 — bbox=[626, 1052, 753, 1061]
table-row: Salgo — — bbox=[1017, 1132, 1190, 1141]
frankfurter-article bbox=[1228, 1938, 1604, 2212]
table-row: Laibacher — — bbox=[46, 1136, 200, 1144]
paragraph: Wien, 16. August. Die freundliche Richtung der vormittäglichen Börse übertrug sich auch auf den heutigen Börsenbeginn und es wurden Käufe, die jedoch sich in der Kulisse als auch im Schranken in befestigter Haltung ein. Die Tendenz war durchwegs fest und nach einer Beruhigung gegen Börsenschluß zeigte sich wieder eine lebhafte Nachfrage. Spekulative Papiere waren weiter gefragt. Besonders bevorzugt wurden Elektrizitätswerte, Eisenbahnwerte, Montanwerte, Zuckerwerte und Textilpapiere, Banken konnten sich ebenfalls befestigen. Der Freiverkehr war ruhig. Die meisten Effekten konnten die Besserungen festhalten. Renten und Anlagewerte unverändert. bbox=[816, 319, 1217, 429]
vorgefallene-table-c bbox=[427, 812, 622, 1281]
table-rule bbox=[44, 807, 805, 808]
table-row: — — bbox=[626, 945, 753, 953]
table-row: Stöhr & Co. — — bbox=[1418, 1535, 1550, 1543]
table-row: Zimmermann — — bbox=[1418, 1642, 1550, 1650]
table-row: — — bbox=[626, 980, 753, 989]
table-row: Accumulat. 173.75 170.— bbox=[1228, 1320, 1360, 1328]
table-row: 5510 5480 bbox=[626, 1088, 753, 1097]
table-row: Rima — — bbox=[1017, 785, 1190, 794]
table-row: Pf. obl. em. — — bbox=[816, 988, 988, 997]
table-row: — — bbox=[626, 861, 753, 870]
table-row: Mailand 183.05 184.05 183.17½ 184.17½ bbox=[49, 1723, 303, 1732]
table-row: Liesinger — — bbox=[1017, 1072, 1190, 1081]
table-row: D. Ablösch. 52.87 53.— bbox=[1228, 1081, 1360, 1089]
table-row: Versicherungs- bbox=[46, 968, 200, 977]
budapester-article bbox=[816, 1924, 1217, 2212]
prager-heading: Prager Börse — gut behauptet. bbox=[129, 545, 344, 560]
table-row: Hohenlohe 27.— 26.50 bbox=[1418, 1129, 1550, 1137]
table-row: — — bbox=[626, 921, 753, 929]
table-row: Union Text. — — bbox=[427, 1040, 581, 1049]
table-row: Disc.Commd. 162.75 161.— bbox=[1228, 1272, 1360, 1280]
table-row: Adria 77.70 77.90 bbox=[816, 1024, 988, 1033]
table-row: Hösch Eisen 197.— 195.75 bbox=[1418, 1117, 1550, 1125]
